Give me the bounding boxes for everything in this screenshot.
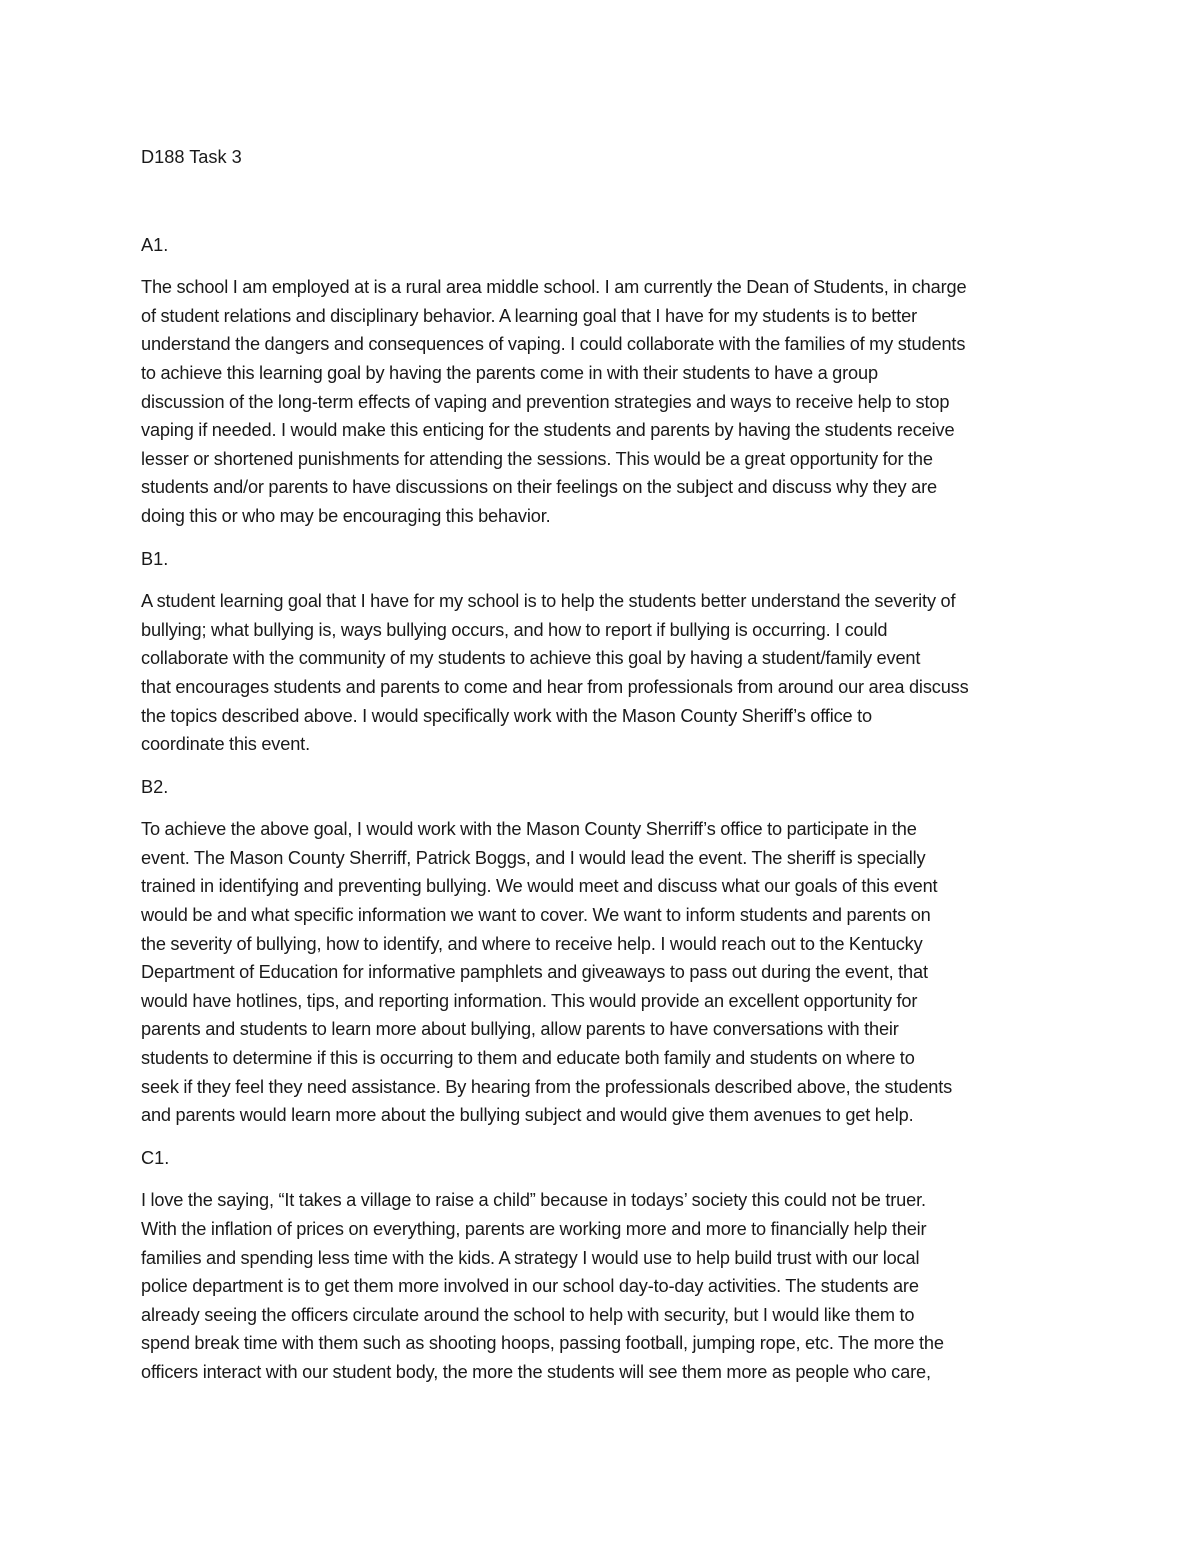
paragraph-line: I love the saying, “It takes a village to raise a child” because in todays’ society this could not be truer. — [141, 1190, 926, 1211]
paragraph-line: police department is to get them more involved in our school day-to-day activities. The students are — [141, 1276, 919, 1297]
paragraph-line: seek if they feel they need assistance. By hearing from the professionals described above, the students — [141, 1076, 953, 1097]
paragraph-line: event. The Mason County Sherriff, Patrick Boggs, and I would lead the event. The sheriff is specially — [141, 847, 926, 868]
paragraph-line: and parents would learn more about the bullying subject and would give them avenues to get help. — [141, 1105, 914, 1126]
paragraph-line: Department of Education for informative pamphlets and giveaways to pass out during the event, that — [141, 962, 928, 983]
section-paragraph — [141, 1186, 1060, 1386]
section-b2 — [141, 773, 1060, 1130]
paragraph-line: of student relations and disciplinary behavior. A learning goal that I have for my students is to better — [141, 305, 917, 326]
paragraph-line: officers interact with our student body, the more the students will see them more as people who care, — [141, 1361, 931, 1382]
paragraph-line: discussion of the long-term effects of vaping and prevention strategies and ways to receive help to stop — [141, 391, 950, 412]
paragraph-line: With the inflation of prices on everything, parents are working more and more to financially help their — [141, 1219, 927, 1239]
paragraph-line: already seeing the officers circulate around the school to help with security, but I would like them to — [141, 1304, 915, 1325]
document-title: D188 Task 3 — [141, 147, 242, 167]
paragraph-line: students to determine if this is occurring to them and educate both family and students on where to — [141, 1048, 915, 1069]
paragraph-line: the topics described above. I would specifically work with the Mason County Sheriff’s office to — [141, 705, 872, 726]
paragraph-line: spend break time with them such as shooting hoops, passing football, jumping rope, etc. The more the — [141, 1333, 944, 1354]
section-c1 — [141, 1144, 1060, 1387]
paragraph-line: parents and students to learn more about bullying, allow parents to have conversations with their — [141, 1019, 899, 1040]
section-heading: A1. — [141, 234, 169, 255]
paragraph-line: trained in identifying and preventing bullying. We would meet and discuss what our goals of this event — [141, 876, 938, 897]
section-a1 — [141, 231, 1060, 531]
paragraph-line: lesser or shortened punishments for attending the sessions. This would be a great opportunity for the — [141, 448, 933, 469]
paragraph-line: doing this or who may be encouraging this behavior. — [141, 505, 551, 526]
paragraph-line: would be and what specific information we want to cover. We want to inform students and parents on — [141, 905, 931, 926]
paragraph-line: the severity of bullying, how to identify, and where to receive help. I would reach out to the Kentucky — [141, 933, 923, 954]
paragraph-line: bullying; what bullying is, ways bullying occurs, and how to report if bullying is occurring. I could — [141, 619, 888, 640]
section-heading: C1. — [141, 1147, 170, 1168]
paragraph-line: The school I am employed at is a rural area middle school. I am currently the Dean of Students, in charge — [141, 277, 967, 298]
section-heading: B1. — [141, 548, 169, 569]
paragraph-line: vaping if needed. I would make this enticing for the students and parents by having the students receive — [141, 420, 955, 441]
section-paragraph — [141, 815, 1060, 1130]
paragraph-line: that encourages students and parents to come and hear from professionals from around our area discuss — [141, 676, 969, 697]
paragraph-line: students and/or parents to have discussions on their feelings on the subject and discuss why they are — [141, 477, 937, 498]
paragraph-line: coordinate this event. — [141, 734, 310, 755]
paragraph-line: to achieve this learning goal by having the parents come in with their students to have a group — [141, 362, 878, 383]
section-paragraph — [141, 273, 1060, 530]
paragraph-line: would have hotlines, tips, and reporting information. This would provide an excellent opportunity for — [141, 990, 918, 1011]
paragraph-line: To achieve the above goal, I would work with the Mason County Sherriff’s office to participate in the — [141, 819, 917, 840]
section-b1 — [141, 545, 1060, 759]
paragraph-line: collaborate with the community of my students to achieve this goal by having a student/family event — [141, 648, 921, 669]
paragraph-line: A student learning goal that I have for my school is to help the students better understand the severity of — [141, 591, 956, 612]
paragraph-line: understand the dangers and consequences of vaping. I could collaborate with the families of my students — [141, 334, 966, 355]
section-heading: B2. — [141, 776, 169, 797]
section-paragraph — [141, 587, 1060, 759]
paragraph-line: families and spending less time with the kids. A strategy I would use to help build trust with our local — [141, 1247, 920, 1268]
